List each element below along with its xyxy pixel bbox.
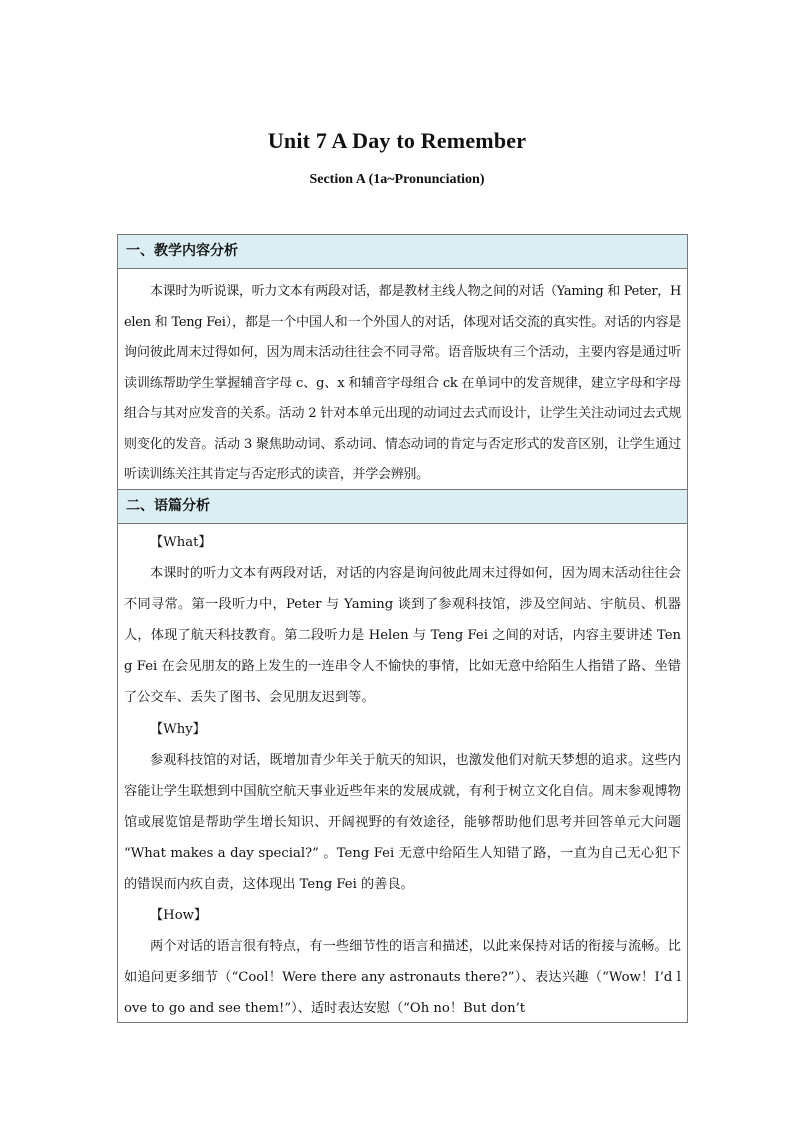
section-heading-text-analysis: 二、语篇分析 [118,490,687,524]
lesson-analysis-table [117,234,688,1023]
content-analysis-paragraph: 本课时为听说课，听力文本有两段对话，都是教材主线人物之间的对话（Yaming 和 Peter，Helen 和 Teng Fei），都是一个中国人和一个外国人的对话，体现对话交流的真实性。对话的内容是询问彼此周末过得如何，因为周末活动往往会不同寻常。语音版块有三个活动，主要内容是通过听读训练帮助学生掌握辅音字母 c、g、x 和辅音字母组合 ck 在单词中的发音规律，建立字母和字母组合与其对应发音的关系。活动 2 针对本单元出现的动词过去式而设计，让学生关注动词过去式规则变化的发音。活动 3 聚焦助动词、系动词、情态动词的肯定与否定形式的发音区别，让学生通过听读训练关注其肯定与否定形式的读音，并学会辨别。 [124,284,681,482]
how-label: 【How】 [150,908,208,924]
what-label: 【What】 [150,535,212,550]
section-body-content-analysis [118,269,687,490]
why-label: 【Why】 [150,721,206,737]
section-body-text-analysis [118,524,687,1022]
what-paragraph: 本课时的听力文本有两段对话，对话的内容是询问彼此周末过得如何，因为周末活动往往会不同寻常。第一段听力中，Peter 与 Yaming 谈到了参观科技馆，涉及空间站、宇航员、机器人，体现了航天科技教育。第二段听力是 Helen 与 Teng Fei 之间的对话，内容主要讲述 Teng Fei 在会见朋友的路上发生的一连串令人不愉快的事情，比如无意中给陌生人指错了路、坐错了公交车、丢失了图书、会见朋友迟到等。 [124,566,681,706]
section-heading-content-analysis: 一、教学内容分析 [118,235,687,269]
why-paragraph: 参观科技馆的对话，既增加青少年关于航天的知识，也激发他们对航天梦想的追求。这些内容能让学生联想到中国航空航天事业近些年来的发展成就，有利于树立文化自信。周末参观博物馆或展览馆是帮助学生增长知识、开阔视野的有效途径，能够帮助他们思考并回答单元大问题 “What makes a day special?” 。Teng Fei 无意中给陌生人知错了路，一直为自己无心犯下的错误而内疚自责，这体现出 Teng Fei 的善良。 [124,752,681,893]
document-subtitle: Section A (1a~Pronunciation) [309,172,485,187]
how-paragraph: 两个对话的语言很有特点，有一些细节性的语言和描述，以此来保持对话的衔接与流畅。比如追问更多细节（“Cool！Were there any astronauts there?”）、表达兴趣（“Wow！I’d love to go and see them!”）、适时表达安慰（“Oh no！But don’t [124,939,681,1017]
document-title: Unit 7 A Day to Remember [267,128,527,153]
